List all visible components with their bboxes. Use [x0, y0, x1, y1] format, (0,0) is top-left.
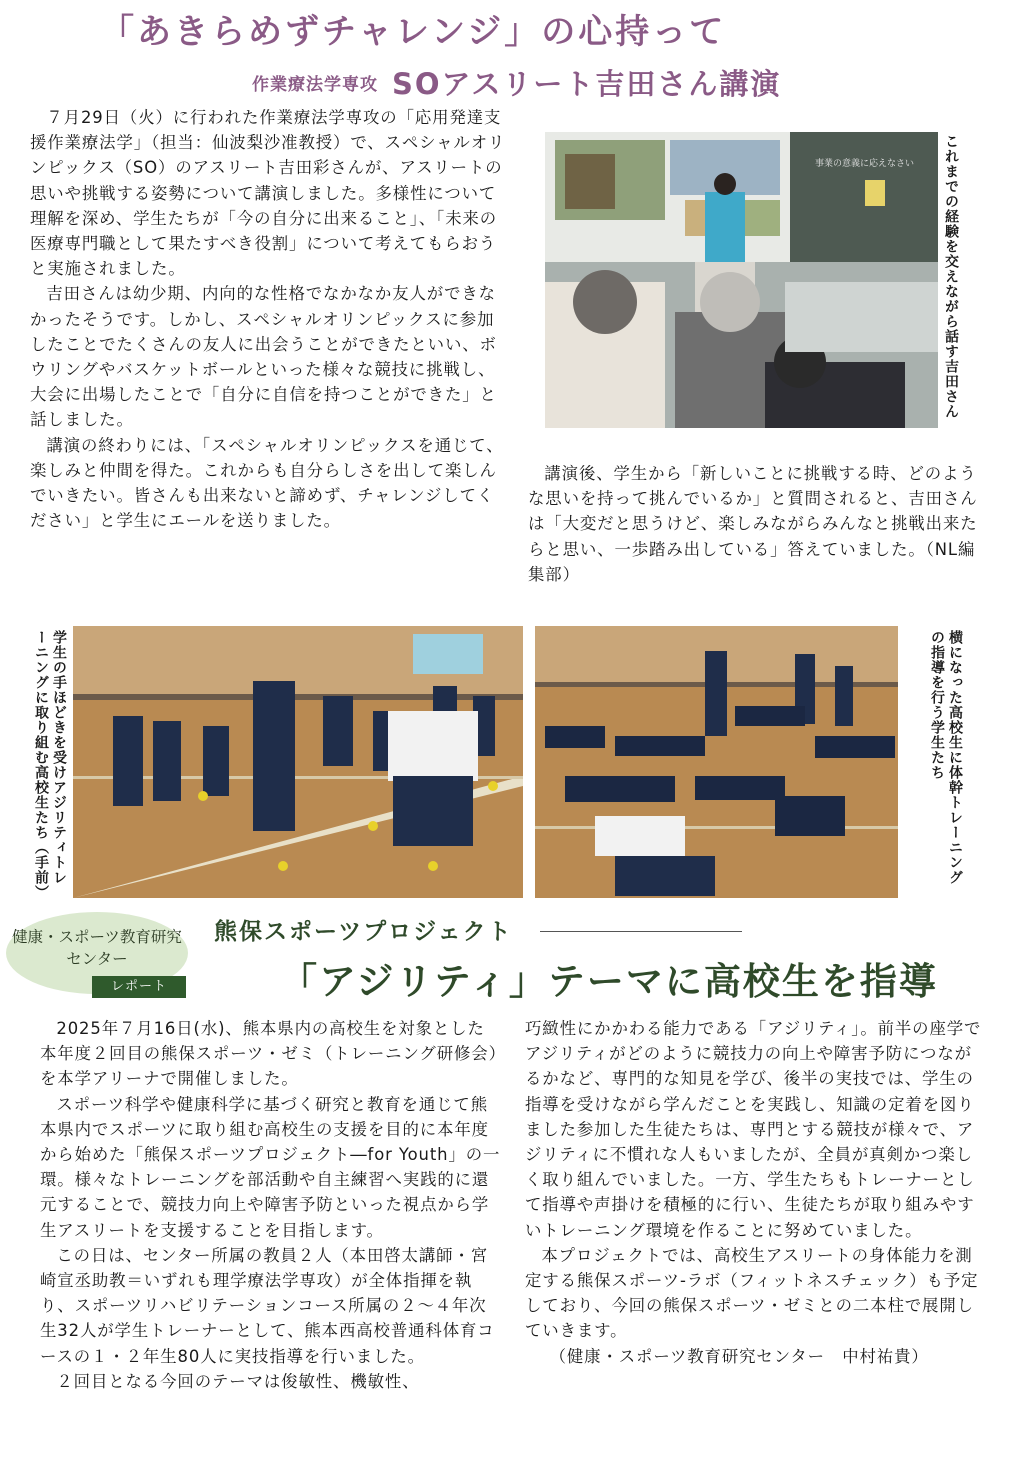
article1-after-paragraph: 講演後、学生から「新しいことに挑戦する時、どのような思いを持って挑んでいるか」と質問されると、吉田さんは「大変だと思うけど、楽しみながらみんなと挑戦出来たらと思い、一歩踏み出している」答えていました。（NL編集部） [528, 464, 978, 584]
agility-photo-caption: 学生の手ほどきを受けアジリティトレーニングに取り組む高校生たち（手前） [33, 630, 67, 900]
article1-subtitle: SOアスリート吉田さん講演 [392, 67, 782, 101]
core-training-photo-caption: 横になった高校生に体幹トレーニングの指導を行う学生たち [929, 630, 963, 885]
project-title-rule [540, 931, 742, 932]
lecture-photo-caption: これまでの経験を交えながら話す吉田さん [943, 134, 959, 419]
article2-paragraph-5: 巧緻性にかかわる能力である「アジリティ」。前半の座学でアジリティがどのように競技力の向上や障害予防につながるかなど、専門的な知見を学び、後半の実技では、学生の指導を受けながら学んだことを実践し、知識の定着を図りました参加した生徒たちは、専門とする競技が様々で、アジリティに不慣れな人もいましたが、全員が真剣かつ楽しく取り組んでいました。一方、学生たちもトレーナーとして指導や声掛けを積極的に行い、生徒たちが取り組みやすいトレーニング環境を作ることに努めていました。 [525, 1019, 982, 1240]
article1-paragraph-2: 吉田さんは幼少期、内向的な性格でなかなか友人ができなかったそうです。しかし、スペシャルオリンピックスに参加したことでたくさんの友人に出会うことができたといい、ボウリングやバスケットボールといった様々な競技に挑戦し、大会に出場したことで「自分に自信を持つことができた」と話しました。 [30, 284, 497, 430]
slide-text: 事業の意義に応えなさい [815, 159, 915, 169]
article2-paragraph-3: この日は、センター所属の教員２人（本田啓太講師・宮崎宣丞助教＝いずれも理学療法学専攻）が全体指揮を執り、スポーツリハビリテーションコース所属の２～４年次生32人が学生トレーナーとして、熊本西高校普通科体育コースの１・２年生80人に実技指導を行いました。 [40, 1245, 495, 1366]
article2-left-column [40, 1016, 502, 1394]
article2-credit: （健康・スポーツ教育研究センター 中村祐貴） [549, 1346, 929, 1366]
article1-dept: 作業療法学専攻 [252, 75, 378, 95]
report-tag: レポート [92, 976, 186, 998]
article2-right-column [525, 1016, 987, 1369]
article1-title: 「あきらめずチャレンジ」の心持って [100, 12, 727, 52]
article1-after-body [528, 461, 988, 587]
article1-paragraph-3: 講演の終わりには、「スペシャルオリンピックスを通じて、楽しみと仲間を得た。これからも自分らしさを出して楽しんでいきたい。皆さんも出来ないと諦めず、チャレンジしてください」と学生にエールを送りました。 [30, 435, 504, 531]
article2-headline: 「アジリティ」テーマに高校生を指導 [280, 960, 938, 1003]
project-title: 熊保スポーツプロジェクト [214, 919, 513, 945]
article1-subtitle-line [252, 62, 781, 103]
article2-paragraph-6: 本プロジェクトでは、高校生アスリートの身体能力を測定する熊保スポーツ‐ラボ（フィットネスチェック）も予定しており、今回の熊保スポーツ・ゼミとの二本柱で展開していきます。 [525, 1245, 979, 1341]
agility-photo [73, 626, 523, 898]
center-badge-text: 健康・スポーツ教育研究センター [12, 928, 182, 968]
article2-paragraph-1: 2025年７月16日(水)、熊本県内の高校生を対象とした本年度２回目の熊保スポーツ・ゼミ（トレーニング研修会）を本学アリーナで開催しました。 [40, 1019, 498, 1089]
article2-paragraph-4: ２回目となる今回のテーマは俊敏性、機敏性、 [56, 1371, 420, 1391]
article2-paragraph-2: スポーツ科学や健康科学に基づく研究と教育を通じて熊本県内でスポーツに取り組む高校生の支援を目的に本年度から始めた「熊保スポーツプロジェクト―for Youth」の一環。様々なトレーニングを部活動や自主練習へ実践的に還元することで、競技力向上や障害予防といった視点から学生アスリートを支援することを目指します。 [40, 1094, 501, 1240]
article1-body [30, 105, 508, 533]
lecture-photo [545, 132, 938, 428]
article1-paragraph-1: ７月29日（火）に行われた作業療法学専攻の「応用発達支援作業療法学」（担当：仙波梨沙准教授）で、スペシャルオリンピックス（SO）のアスリート吉田彩さんが、アスリートの思いや挑戦する姿勢について講演しました。多様性について理解を深め、学生たちが「今の自分に出来ること」、「未来の医療専門職として果たすべき役割」について考えてもらおうと実施されました。 [30, 108, 506, 279]
core-training-photo [535, 626, 898, 898]
